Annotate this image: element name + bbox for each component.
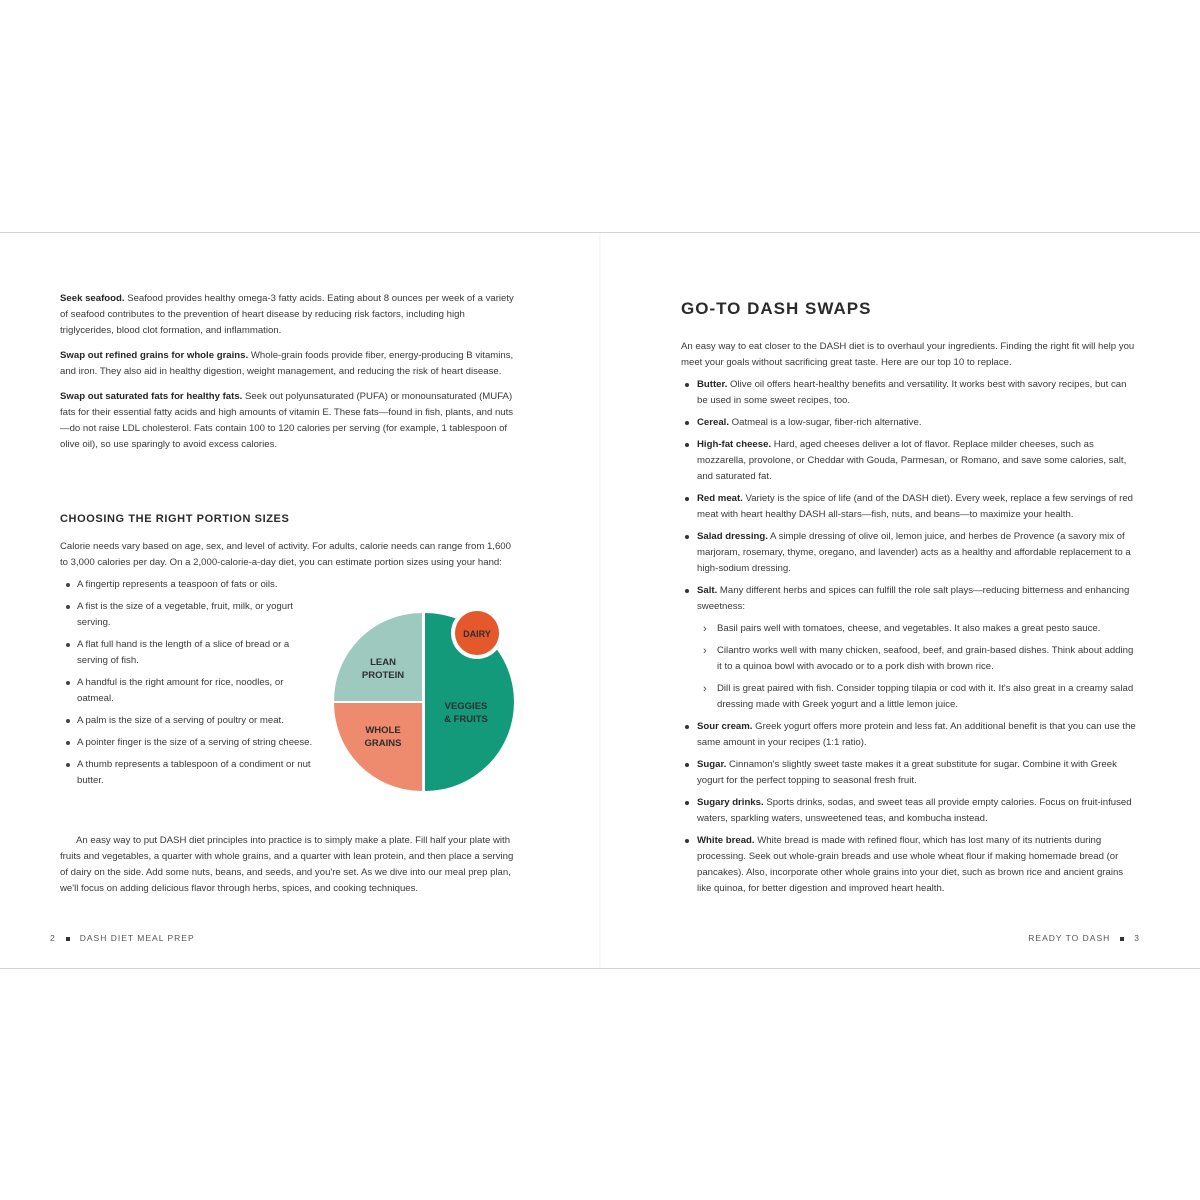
list-item: A thumb represents a tablespoon of a condiment or nut butter.	[60, 757, 322, 789]
page-number: 2	[50, 933, 56, 943]
left-page	[0, 233, 600, 968]
list-item: Sugary drinks. Sports drinks, sodas, and sweet teas all provide empty calories. Focus on fruit-infused waters, sparkling waters, unsweetened teas, and kombucha instead.	[681, 795, 1139, 827]
running-head: DASH DIET MEAL PREP	[79, 933, 195, 943]
lean-label-2: PROTEIN	[361, 670, 405, 681]
make-a-plate-paragraph: An easy way to put DASH diet principles into practice is to simply make a plate. Fill half your plate with fruits and vegetables, a quarter with whole grains, and a quarter with lean protein, and then place a serving of dairy on the side. Add some nuts, beans, and seeds, and you're set. As we dive into our meal prep plan, we'll focus on adding delicious flavor through herbs, spices, and cooking techniques.	[60, 835, 514, 894]
list-item: Butter. Olive oil offers heart-healthy benefits and versatility. It works best with savory recipes, but can be used in some sweet recipes, too.	[681, 377, 1139, 409]
left-folio	[50, 933, 195, 943]
running-head: READY TO DASH	[1028, 933, 1111, 943]
list-item: A pointer finger is the size of a serving of string cheese.	[60, 735, 322, 751]
whole-label-1: WHOLE	[365, 725, 401, 736]
veg-label-1: VEGGIES	[444, 701, 488, 712]
list-item: A palm is the size of a serving of poultry or meat.	[60, 713, 322, 729]
list-item: Red meat. Variety is the spice of life (and of the DASH diet). Every week, replace a few servings of red meat with heart healthy DASH all-stars—fish, nuts, and beans—to maximize your health.	[681, 491, 1139, 523]
portion-subheading: CHOOSING THE RIGHT PORTION SIZES	[60, 513, 290, 525]
left-top-text	[60, 291, 518, 462]
list-item: Salt. Many different herbs and spices can fulfill the role salt plays—reducing bitterness and enhancing sweetness: › Basil pairs well with tomatoes, cheese, and vegetables. It also makes a great pesto sauce. › Cilantro works well with many chicken, seafood, beef, and grain-based dishes. Think about adding it to a quinoa bowl with avocado or to a pork dish with brown rice. › Dill is great paired with fish. Consider topping tilapia or cod with it. It's also great in a creamy salad dressing made with Greek yogurt and a little lemon juice.	[681, 583, 1139, 713]
list-item: Sugar. Cinnamon's slightly sweet taste makes it a great substitute for sugar. Combine it with Greek yogurt for the perfect topping to seasonal fresh fruit.	[681, 757, 1139, 789]
list-item: A flat full hand is the length of a slice of bread or a serving of fish.	[60, 637, 322, 669]
list-item: High-fat cheese. Hard, aged cheeses deliver a lot of flavor. Replace milder cheeses, such as mozzarella, provolone, or Cheddar with Gouda, Parmesan, or Romano, and save some calories, salt, and saturated fat.	[681, 437, 1139, 485]
list-item: A fingertip represents a teaspoon of fats or oils.	[60, 577, 322, 593]
list-item: Cereal. Oatmeal is a low-sugar, fiber-rich alternative.	[681, 415, 1139, 431]
list-item: › Basil pairs well with tomatoes, cheese, and vegetables. It also makes a great pesto sauce.	[697, 621, 1139, 637]
lean-label-1: LEAN	[370, 657, 396, 668]
list-item: › Cilantro works well with many chicken, seafood, beef, and grain-based dishes. Think about adding it to a quinoa bowl with avocado or to a pork dish with brown rice.	[697, 643, 1139, 675]
swaps-list	[681, 377, 1139, 897]
salt-herb-list	[697, 621, 1139, 713]
list-item: › Dill is great paired with fish. Consider topping tilapia or cod with it. It's also great in a creamy salad dressing made with Greek yogurt and a little lemon juice.	[697, 681, 1139, 713]
list-item: Salad dressing. A simple dressing of olive oil, lemon juice, and herbes de Provence (a savory mix of marjoram, rosemary, thyme, oregano, and lavender) acts as a healthy and affordable replacement to a high-sodium dressing.	[681, 529, 1139, 577]
list-item: White bread. White bread is made with refined flour, which has lost many of its nutrients during processing. Seek out whole-grain breads and use whole wheat flour if making homemade bread (or pancakes). Also, incorporate other whole grains into your diet, such as brown rice and ancient grains like quinoa, for better digestion and improved heart health.	[681, 833, 1139, 897]
book-spread	[0, 232, 1200, 969]
paragraph-whole-grains: Swap out refined grains for whole grains. Whole-grain foods provide fiber, energy-producing B vitamins, and iron. They also aid in healthy digestion, weight management, and reducing the risk of heart disease.	[60, 350, 514, 377]
list-item: Sour cream. Greek yogurt offers more protein and less fat. An additional benefit is that you can use the same amount in your recipes (1:1 ratio).	[681, 719, 1139, 751]
veg-label-2: & FRUITS	[444, 714, 488, 725]
list-item: A fist is the size of a vegetable, fruit, milk, or yogurt serving.	[60, 599, 322, 631]
paragraph-healthy-fats: Swap out saturated fats for healthy fats. Seek out polyunsaturated (PUFA) or monounsaturated (MUFA) fats for their essential fatty acids and high amounts of vitamin E. These fats—found in fish, plants, and nuts—do not raise LDL cholesterol. Fats contain 100 to 120 calories per serving (for example, 1 tablespoon of olive oil), so use sparingly to avoid excess calories.	[60, 391, 514, 450]
right-text	[681, 291, 1139, 903]
list-item: A handful is the right amount for rice, noodles, or oatmeal.	[60, 675, 322, 707]
right-page	[600, 233, 1200, 968]
folio-square-icon	[1120, 937, 1124, 941]
swaps-title: GO-TO DASH SWAPS	[681, 299, 872, 318]
paragraph-seafood: Seek seafood. Seafood provides healthy omega-3 fatty acids. Eating about 8 ounces per week of a variety of seafood contributes to the prevention of heart disease by reducing risk factors, including high triglycerides, blood clot formation, and inflammation.	[60, 293, 514, 336]
folio-square-icon	[66, 937, 70, 941]
hand-portion-list	[60, 577, 322, 789]
page-number: 3	[1134, 933, 1140, 943]
dash-plate-diagram	[332, 609, 532, 797]
right-folio	[1028, 933, 1140, 943]
whole-label-2: GRAINS	[364, 738, 402, 749]
swaps-intro: An easy way to eat closer to the DASH diet is to overhaul your ingredients. Finding the right fit will help you meet your goals without sacrificing great taste. Here are our top 10 to replace.	[681, 341, 1135, 368]
portion-intro: Calorie needs vary based on age, sex, and level of activity. For adults, calorie needs can range from 1,600 to 3,000 calories per day. On a 2,000-calorie-a-day diet, you can estimate portion sizes using your hand:	[60, 541, 511, 568]
dairy-label: DAIRY	[463, 629, 491, 639]
